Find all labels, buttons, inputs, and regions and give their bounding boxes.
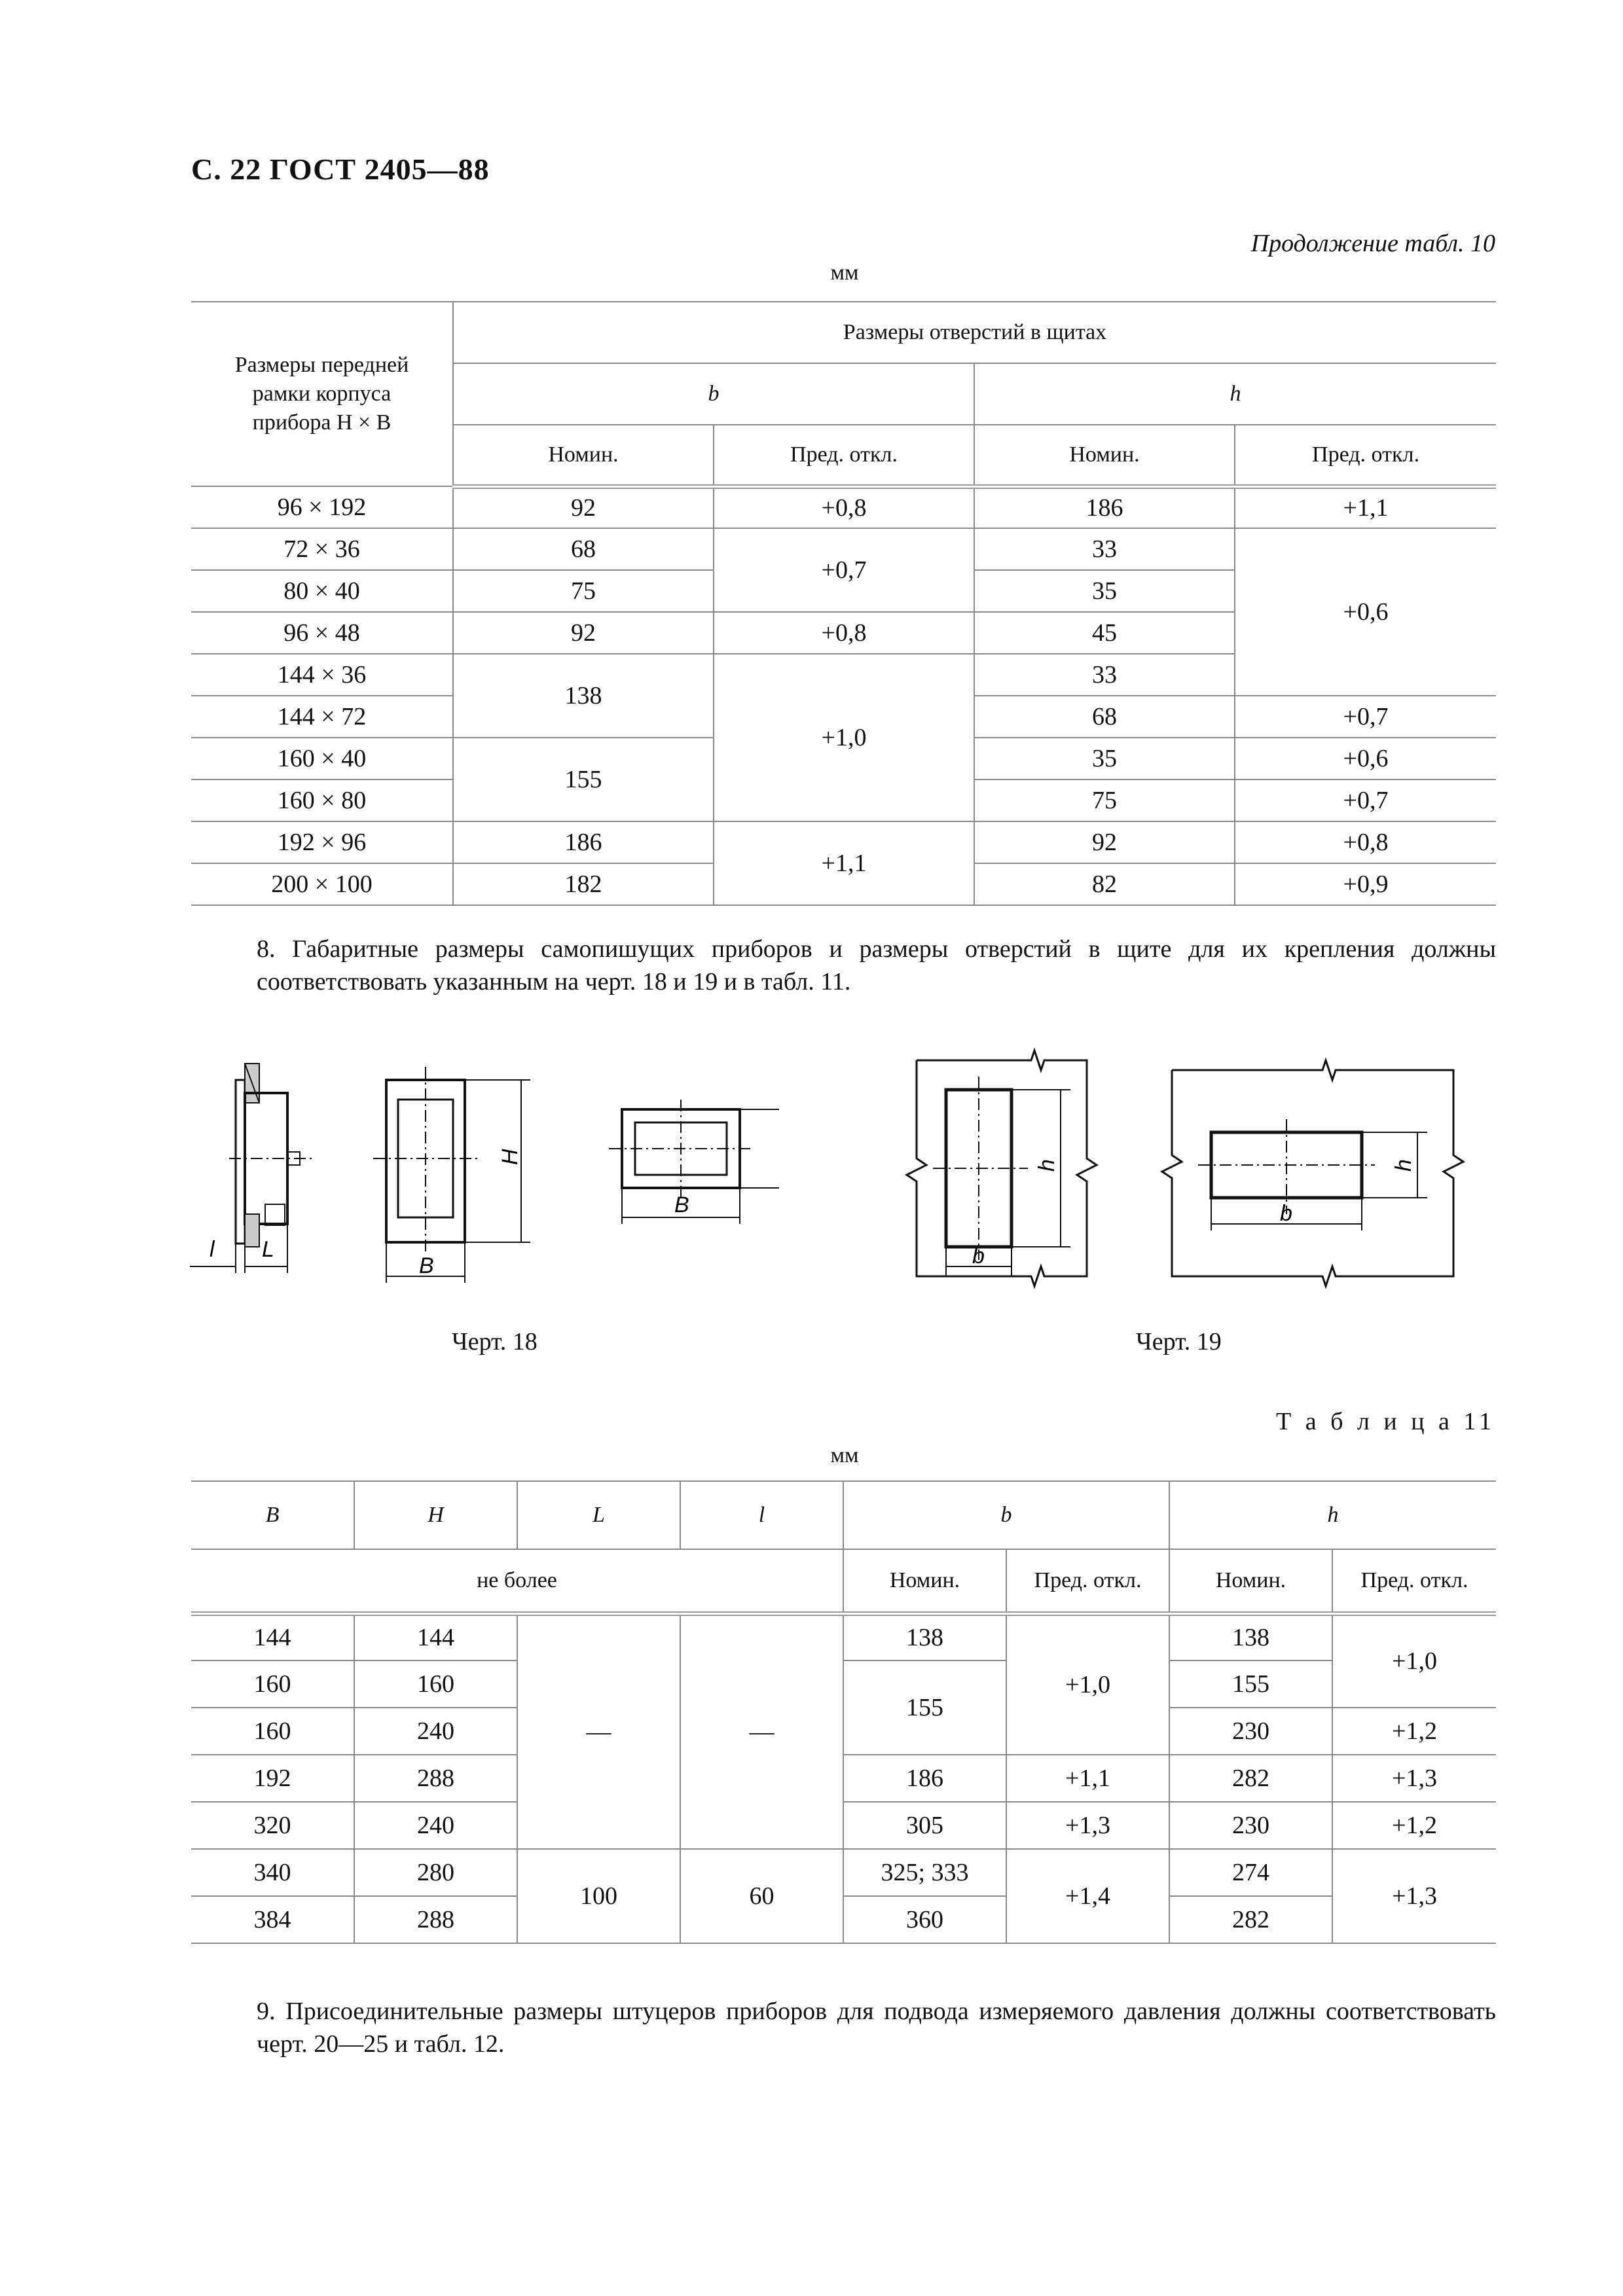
cell: 144 × 72 [191,696,453,738]
cell: 200 × 100 [191,863,453,905]
cell: +1,1 [714,821,974,905]
cell: — [517,1613,680,1849]
table-row [191,1755,1496,1802]
cell: 340 [191,1849,354,1896]
cell: +0,7 [1235,780,1496,821]
cell: 92 [453,486,714,528]
col-h: h [974,363,1496,425]
col-L: L [517,1481,680,1549]
cell: 160 × 80 [191,780,453,821]
cell: 96 × 192 [191,486,453,528]
cell: 33 [974,654,1235,696]
cell: +0,9 [1235,863,1496,905]
unit-label: мм [830,260,859,285]
cell: 384 [191,1896,354,1943]
label-h2: h [1391,1159,1416,1172]
figure-18 [190,1041,779,1289]
cell: +0,8 [714,486,974,528]
col-h: h [1169,1481,1496,1549]
cell: 160 [191,1708,354,1755]
cell: 100 [517,1849,680,1943]
cell: 144 [354,1613,517,1660]
paragraph-8: 8. Габаритные размеры самопишущих приборов и размеры отверстий в щите для их крепления должны соответствовать указанным на черт. 18 и 19 и в табл. 11. [257,935,1496,996]
table-11-caption: Т а б л и ц а 11 [1275,1408,1495,1435]
cell: 138 [1169,1613,1332,1660]
table-row [191,1802,1496,1849]
table-row [191,1896,1496,1943]
col-b-dev: Пред. откл. [714,425,974,486]
cell: +0,8 [714,612,974,654]
cell: +0,6 [1235,528,1496,696]
cell: 192 × 96 [191,821,453,863]
col-b: b [453,363,974,425]
cell: 186 [843,1755,1006,1802]
table-continuation-label: Продолжение табл. 10 [1250,230,1495,257]
cell: +1,4 [1006,1849,1169,1943]
table-11 [191,1480,1496,1944]
label-B: B [419,1253,434,1278]
col-frame-size: Размеры передней рамки корпуса прибора H × B [191,302,453,486]
cell: 80 × 40 [191,570,453,612]
cell: 45 [974,612,1235,654]
cell: 35 [974,738,1235,780]
cell: 138 [843,1613,1006,1660]
col-b-dev: Пред. откл. [1006,1549,1169,1613]
cell: +0,7 [1235,696,1496,738]
table-10 [191,301,1496,906]
cell: 280 [354,1849,517,1896]
cell: 144 [191,1613,354,1660]
cell: 82 [974,863,1235,905]
cell: +1,2 [1332,1708,1496,1755]
cell: — [680,1613,843,1849]
cell: 160 [191,1660,354,1708]
label-l: l [210,1237,215,1262]
cell: 192 [191,1755,354,1802]
col-B: B [191,1481,354,1549]
cell: 305 [843,1802,1006,1849]
cell: 75 [974,780,1235,821]
col-b: b [843,1481,1169,1549]
cell: 320 [191,1802,354,1849]
col-b-nom: Номин. [843,1549,1006,1613]
cell: 230 [1169,1802,1332,1849]
cell: +1,0 [1332,1613,1496,1708]
cell: 160 [354,1660,517,1708]
cell: +1,1 [1235,486,1496,528]
col-h-nom: Номин. [1169,1549,1332,1613]
cell: +0,6 [1235,738,1496,780]
label-h: h [1034,1159,1059,1172]
cell: 138 [453,654,714,738]
table-row [191,1660,1496,1708]
cell: 282 [1169,1896,1332,1943]
cell: 33 [974,528,1235,570]
label-H: H [498,1149,522,1165]
cell: 92 [974,821,1235,863]
col-h-dev: Пред. откл. [1332,1549,1496,1613]
cell: +1,3 [1332,1849,1496,1943]
label-b: b [972,1244,985,1268]
cell: 274 [1169,1849,1332,1896]
table-row [191,486,1496,528]
col-b-nom: Номин. [453,425,714,486]
cell: +0,8 [1235,821,1496,863]
cell: 155 [1169,1660,1332,1708]
table-row [191,528,1496,570]
cell: 75 [453,570,714,612]
cell: 96 × 48 [191,612,453,654]
figure-19-caption: Черт. 19 [1136,1328,1222,1355]
label-b2: b [1280,1201,1292,1226]
table-row [191,1613,1496,1660]
cell: 360 [843,1896,1006,1943]
cell: 182 [453,863,714,905]
cell: 72 × 36 [191,528,453,570]
cell: +1,0 [1006,1613,1169,1755]
cell: +1,1 [1006,1755,1169,1802]
cell: 35 [974,570,1235,612]
cell: 282 [1169,1755,1332,1802]
col-l: l [680,1481,843,1549]
table-row [191,1849,1496,1896]
cell: +1,3 [1332,1755,1496,1802]
cell: 155 [843,1660,1006,1755]
label-B2: B [674,1193,689,1217]
cell: 240 [354,1802,517,1849]
cell: 288 [354,1755,517,1802]
cell: 186 [453,821,714,863]
cell: 160 × 40 [191,738,453,780]
cell: +1,2 [1332,1802,1496,1849]
table-row [191,821,1496,863]
cell: 230 [1169,1708,1332,1755]
figure-18-caption: Черт. 18 [452,1328,538,1355]
cell: +0,7 [714,528,974,612]
cell: +1,0 [714,654,974,821]
cell: 240 [354,1708,517,1755]
col-group-holes: Размеры отверстий в щитах [453,302,1496,363]
paragraph-9: 9. Присоединительные размеры штуцеров приборов для подвода измеряемого давления должны соответствовать черт. 20—25 и табл. 12. [257,1998,1496,2058]
unit-label-2: мм [830,1443,859,1467]
cell: 60 [680,1849,843,1943]
cell: 288 [354,1896,517,1943]
cell: 155 [453,738,714,821]
label-L: L [262,1237,274,1262]
cell: 144 × 36 [191,654,453,696]
col-h-nom: Номин. [974,425,1235,486]
figure-19 [903,1041,1480,1302]
cell: 68 [453,528,714,570]
cell: 92 [453,612,714,654]
cell: +1,3 [1006,1802,1169,1849]
col-h-dev: Пред. откл. [1235,425,1496,486]
cell: 68 [974,696,1235,738]
cell: 186 [974,486,1235,528]
cell: 325; 333 [843,1849,1006,1896]
col-H: H [354,1481,517,1549]
col-not-more: не более [191,1549,843,1613]
page-header: С. 22 ГОСТ 2405—88 [191,152,490,186]
